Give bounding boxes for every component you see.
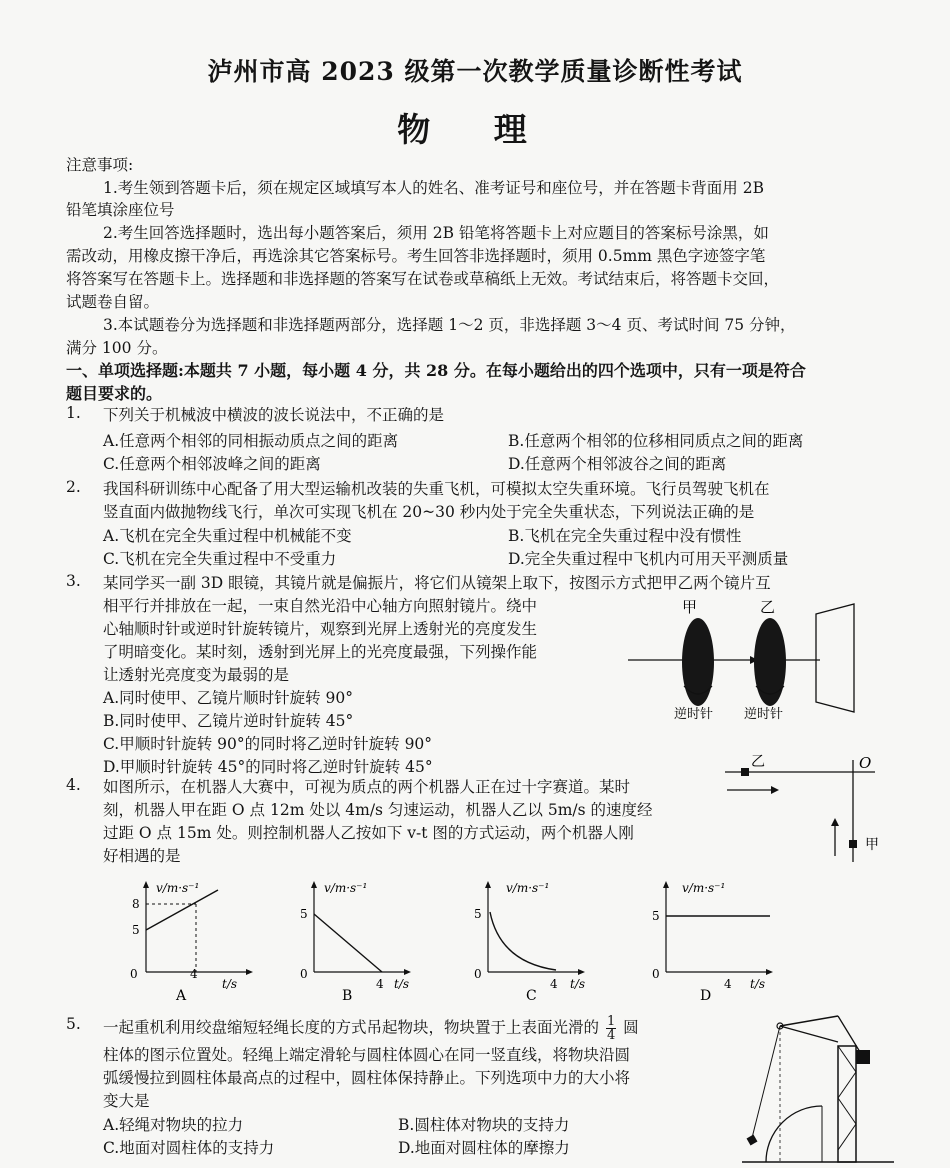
x-label: t/s	[222, 977, 238, 991]
block	[747, 1135, 758, 1146]
question-number: 5.	[66, 1015, 81, 1033]
crane-figure	[738, 1012, 898, 1164]
truss	[838, 1124, 856, 1150]
tick-v5: 5	[132, 923, 140, 937]
tick-v8: 8	[132, 897, 140, 911]
option-c: C.飞机在完全失重过程中不受重力	[103, 550, 337, 568]
notice-line: 试题卷自留。	[66, 293, 160, 311]
notice-line: 铅笔填涂座位号	[66, 201, 175, 219]
notice-line: 满分 100 分。	[66, 339, 168, 357]
label-yi: 乙	[760, 598, 776, 616]
x-axis-arrow	[404, 969, 411, 975]
tick-t4: 4	[376, 977, 384, 991]
screen	[816, 604, 854, 712]
fraction-numerator: 1	[606, 1014, 616, 1029]
question-stem: 如图所示，在机器人大赛中，可视为质点的两个机器人正在过十字赛道。某时	[103, 778, 631, 796]
question-stem: 刻，机器人甲在距 O 点 12m 处以 4m/s 匀速运动，机器人乙以 5m/s 的速度经	[103, 801, 653, 819]
question-stem: 竖直面内做抛物线飞行，单次可实现飞机在 20~30 秒内处于完全失重状态，下列说法正确的是	[103, 503, 755, 521]
x-label: t/s	[750, 977, 766, 991]
cross-track-figure	[715, 750, 895, 865]
question-number: 2.	[66, 478, 81, 496]
label-jia: 甲	[865, 837, 879, 853]
polarizer-jia	[682, 618, 714, 706]
quarter-cylinder	[766, 1106, 822, 1162]
stem-part: 圆	[623, 1018, 639, 1037]
tower	[838, 1046, 856, 1162]
label-jia: 甲	[682, 598, 698, 616]
x-label: t/s	[394, 977, 410, 991]
option-a: A.同时使甲、乙镜片顺时针旋转 90°	[103, 689, 354, 707]
question-stem: 柱体的图示位置处。轻绳上端定滑轮与圆柱体圆心在同一竖直线，将物块沿圆	[103, 1046, 631, 1064]
polarizer-figure	[620, 590, 860, 725]
question-stem: 我国科研训练中心配备了用大型运输机改装的失重飞机，可模拟太空失重环境。飞行员驾驶飞机在	[103, 480, 770, 498]
y-axis-arrow	[143, 881, 149, 888]
y-axis-arrow	[311, 881, 317, 888]
jib	[780, 1016, 838, 1026]
question-stem: 心轴顺时针或逆时针旋转镜片，观察到光屏上透射光的亮度发生	[103, 620, 538, 638]
tick-t4: 4	[724, 977, 732, 991]
option-d: D.完全失重过程中飞机内可用天平测质量	[508, 550, 789, 568]
subject-title: 物 理	[397, 110, 553, 149]
y-label: v/m·s⁻¹	[156, 881, 200, 895]
fraction-denominator: 4	[606, 1028, 616, 1043]
y-label: v/m·s⁻¹	[506, 881, 550, 895]
robot-jia	[849, 840, 857, 848]
question-stem: 好相遇的是	[103, 847, 181, 865]
x-label: t/s	[570, 977, 586, 991]
option-d: D.任意两个相邻波谷之间的距离	[508, 455, 727, 473]
question-stem: 过距 O 点 15m 处。则控制机器人乙按如下 v-t 图的方式运动，两个机器人刚	[103, 824, 634, 842]
graph-curve	[490, 912, 556, 970]
question-stem: 相平行并排放在一起，一束自然光沿中心轴方向照射镜片。绕中	[103, 597, 538, 615]
vt-graph-d	[638, 870, 788, 1005]
tick-v5: 5	[474, 907, 482, 921]
polarizer-yi	[754, 618, 786, 706]
option-d: D.地面对圆柱体的摩擦力	[398, 1139, 570, 1157]
graph-line	[146, 890, 218, 930]
y-label: v/m·s⁻¹	[324, 881, 368, 895]
tick-v5: 5	[652, 909, 660, 923]
stem-part: 一起重机利用绞盘缩短轻绳长度的方式吊起物块，物块置于上表面光滑的	[103, 1018, 600, 1037]
vt-graph-b	[286, 870, 436, 1005]
section-heading: 一、单项选择题:本题共 7 小题，每小题 4 分，共 28 分。在每小题给出的四个选项中，只有一项是符合	[66, 361, 806, 380]
graph-name: A	[176, 988, 187, 1004]
option-b: B.任意两个相邻的位移相同质点之间的距离	[508, 432, 804, 450]
vt-graph-a	[118, 870, 268, 1005]
notice-line: 1.考生领到答题卡后，须在规定区域填写本人的姓名、准考证号和座位号，并在答题卡背面用 2B	[103, 179, 764, 197]
y-label: v/m·s⁻¹	[682, 881, 726, 895]
question-number: 1.	[66, 404, 81, 422]
y-axis-arrow	[485, 881, 491, 888]
arrow-yi-head	[771, 786, 779, 794]
counterweight	[856, 1050, 870, 1064]
label-o: O	[859, 754, 872, 772]
question-number: 3.	[66, 572, 81, 590]
question-stem: 让透射光亮度变为最弱的是	[103, 666, 290, 684]
x-axis-arrow	[766, 969, 773, 975]
option-b: B.圆柱体对物块的支持力	[398, 1116, 570, 1134]
notice-heading: 注意事项:	[66, 156, 134, 174]
option-c: C.地面对圆柱体的支持力	[103, 1139, 275, 1157]
notice-line: 需改动，用橡皮擦干净后，再选涂其它答案标号。考生回答非选择题时，须用 0.5mm 黑色字迹签字笔	[66, 247, 766, 265]
option-a: A.轻绳对物块的拉力	[103, 1116, 244, 1134]
arrow-jia-head	[831, 818, 839, 826]
question-stem: 下列关于机械波中横波的波长说法中，不正确的是	[103, 406, 445, 424]
tick-t4: 4	[190, 967, 198, 981]
question-number: 4.	[66, 776, 81, 794]
graph-name: D	[700, 988, 712, 1004]
truss	[838, 1098, 856, 1124]
question-stem: 某同学买一副 3D 眼镜，其镜片就是偏振片，将它们从镜架上取下，按图示方式把甲乙两个镜片互	[103, 574, 771, 592]
label-ccw-jia: 逆时针	[674, 707, 714, 722]
option-a: A.飞机在完全失重过程中机械能不变	[103, 527, 352, 545]
jib-lower	[780, 1026, 838, 1042]
label-yi: 乙	[751, 754, 765, 770]
origin: 0	[474, 967, 482, 981]
x-axis-arrow	[246, 969, 253, 975]
origin: 0	[300, 967, 308, 981]
y-axis-arrow	[663, 881, 669, 888]
option-b: B.同时使甲、乙镜片逆时针旋转 45°	[103, 712, 354, 730]
label-ccw-yi: 逆时针	[744, 707, 784, 722]
vt-graph-c	[460, 870, 610, 1005]
truss	[838, 1072, 856, 1098]
notice-line: 2.考生回答选择题时，选出每小题答案后，须用 2B 铅笔将答题卡上对应题目的答案标号涂黑，如	[103, 224, 769, 242]
origin: 0	[130, 967, 138, 981]
x-axis-arrow	[578, 969, 585, 975]
option-c: C.任意两个相邻波峰之间的距离	[103, 455, 321, 473]
option-d: D.甲顺时针旋转 45°的同时将乙逆时针旋转 45°	[103, 758, 433, 776]
question-stem: 变大是	[103, 1092, 150, 1110]
robot-yi	[741, 768, 749, 776]
fraction-quarter	[606, 1015, 616, 1042]
rope	[752, 1026, 780, 1138]
option-b: B.飞机在完全失重过程中没有惯性	[508, 527, 742, 545]
truss	[838, 1046, 856, 1072]
graph-name: B	[342, 988, 353, 1004]
option-a: A.任意两个相邻的同相振动质点之间的距离	[103, 432, 399, 450]
tick-v5: 5	[300, 907, 308, 921]
question-stem: 了明暗变化。某时刻，透射到光屏上的光亮度最强，下列操作能	[103, 643, 538, 661]
notice-line: 将答案写在答题卡上。选择题和非选择题的答案写在试卷或草稿纸上无效。考试结束后，将答题卡交回，	[66, 270, 780, 288]
section-heading: 题目要求的。	[66, 384, 163, 403]
notice-line: 3.本试题卷分为选择题和非选择题两部分，选择题 1～2 页，非选择题 3～4 页、考试时间 75 分钟，	[103, 316, 796, 334]
option-c: C.甲顺时针旋转 90°的同时将乙逆时针旋转 90°	[103, 735, 433, 753]
question-stem	[103, 1015, 639, 1042]
origin: 0	[652, 967, 660, 981]
graph-line	[314, 914, 382, 972]
question-stem: 弧缓慢拉到圆柱体最高点的过程中，圆柱体保持静止。下列选项中力的大小将	[103, 1069, 631, 1087]
exam-title: 泸州市高 2023 级第一次教学质量诊断性考试	[207, 57, 743, 86]
tick-t4: 4	[550, 977, 558, 991]
graph-name: C	[526, 988, 537, 1004]
